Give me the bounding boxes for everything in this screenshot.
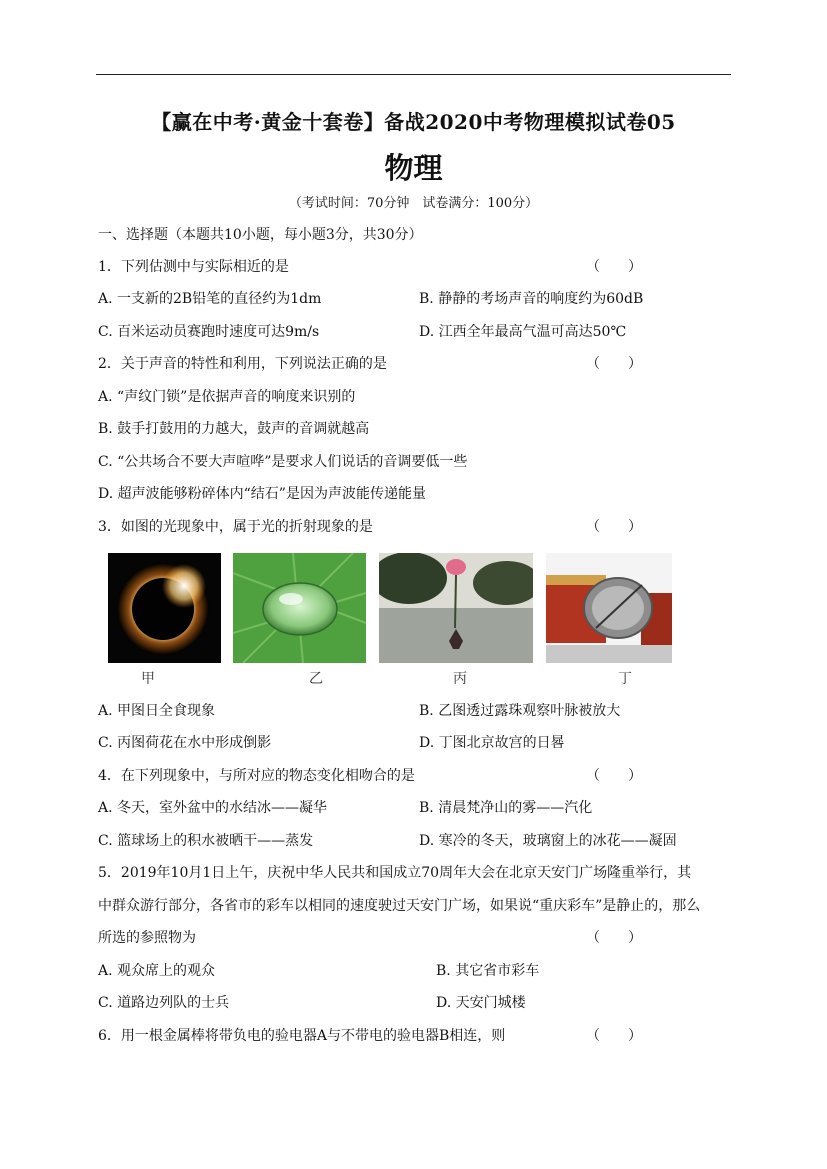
q4-stem: 4．在下列现象中，与所对应的物态变化相吻合的是 <box>98 768 415 784</box>
q2-option-b: B. 鼓手打鼓用的力越大，鼓声的音调就越高 <box>98 421 370 437</box>
figure-caption-bing: 丙 <box>453 671 467 687</box>
q6-stem: 6．用一根金属棒将带负电的验电器A与不带电的验电器B相连，则 <box>98 1028 506 1044</box>
q1-option-d: D. 江西全年最高气温可高达50℃ <box>419 324 627 340</box>
header-rule <box>96 74 731 75</box>
q4-option-d: D. 寒冷的冬天，玻璃窗上的冰花——凝固 <box>419 833 677 849</box>
q2-answer-paren: （ ） <box>586 356 642 372</box>
q5-stem-line1: 5．2019年10月1日上午，庆祝中华人民共和国成立70周年大会在北京天安门广场隆重举行，其 <box>98 865 692 881</box>
q5-option-a: A. 观众席上的观众 <box>98 963 216 979</box>
q3-stem: 3．如图的光现象中，属于光的折射现象的是 <box>98 519 373 535</box>
q3-option-a: A. 甲图日全食现象 <box>98 703 216 719</box>
q5-option-c: C. 道路边列队的士兵 <box>98 995 230 1011</box>
q1-option-a: A. 一支新的2B铅笔的直径约为1dm <box>98 291 322 307</box>
figure-caption-yi: 乙 <box>309 671 323 687</box>
lotus-reflection-image <box>379 553 533 663</box>
exam-title: 【赢在中考·黄金十套卷】备战2020中考物理模拟试卷05 <box>151 110 676 134</box>
q5-option-b: B. 其它省市彩车 <box>436 963 540 979</box>
q5-answer-paren: （ ） <box>586 930 642 946</box>
q5-stem-line3: 所选的参照物为 <box>98 930 196 946</box>
q1-option-c: C. 百米运动员赛跑时速度可达9m/s <box>98 324 320 340</box>
subject-title: 物理 <box>384 151 443 185</box>
sundial-image <box>546 553 672 663</box>
eclipse-image <box>108 553 221 663</box>
exam-meta: （考试时间：70分钟 试卷满分：100分） <box>288 196 539 211</box>
q4-option-c: C. 篮球场上的积水被晒干——蒸发 <box>98 833 314 849</box>
q6-answer-paren: （ ） <box>586 1028 642 1044</box>
q1-stem: 1．下列估测中与实际相近的是 <box>98 259 289 275</box>
q4-option-b: B. 清晨梵净山的雾——汽化 <box>419 800 593 816</box>
q3-option-d: D. 丁图北京故宫的日晷 <box>419 735 565 751</box>
q2-option-a: A. “声纹门锁”是依据声音的响度来识别的 <box>98 389 356 405</box>
q4-option-a: A. 冬天，室外盆中的水结冰——凝华 <box>98 800 328 816</box>
q2-option-c: C. “公共场合不要大声喧哗”是要求人们说话的音调要低一些 <box>98 454 468 470</box>
q5-stem-line2: 中群众游行部分，各省市的彩车以相同的速度驶过天安门广场，如果说“重庆彩车”是静止的，那么 <box>98 898 701 914</box>
q3-answer-paren: （ ） <box>586 519 642 535</box>
q1-answer-paren: （ ） <box>586 259 642 275</box>
section-heading: 一、选择题（本题共10小题，每小题3分，共30分） <box>98 227 423 243</box>
q2-stem: 2．关于声音的特性和利用，下列说法正确的是 <box>98 356 387 372</box>
q5-option-d: D. 天安门城楼 <box>436 995 526 1011</box>
dewdrop-leaf-image <box>233 553 366 663</box>
figure-caption-ding: 丁 <box>618 671 632 687</box>
q3-option-c: C. 丙图荷花在水中形成倒影 <box>98 735 272 751</box>
figure-caption-jia: 甲 <box>141 671 155 687</box>
q2-option-d: D. 超声波能够粉碎体内“结石”是因为声波能传递能量 <box>98 486 426 502</box>
q1-option-b: B. 静静的考场声音的响度约为60dB <box>419 291 644 307</box>
q4-answer-paren: （ ） <box>586 768 642 784</box>
q3-option-b: B. 乙图透过露珠观察叶脉被放大 <box>419 703 621 719</box>
